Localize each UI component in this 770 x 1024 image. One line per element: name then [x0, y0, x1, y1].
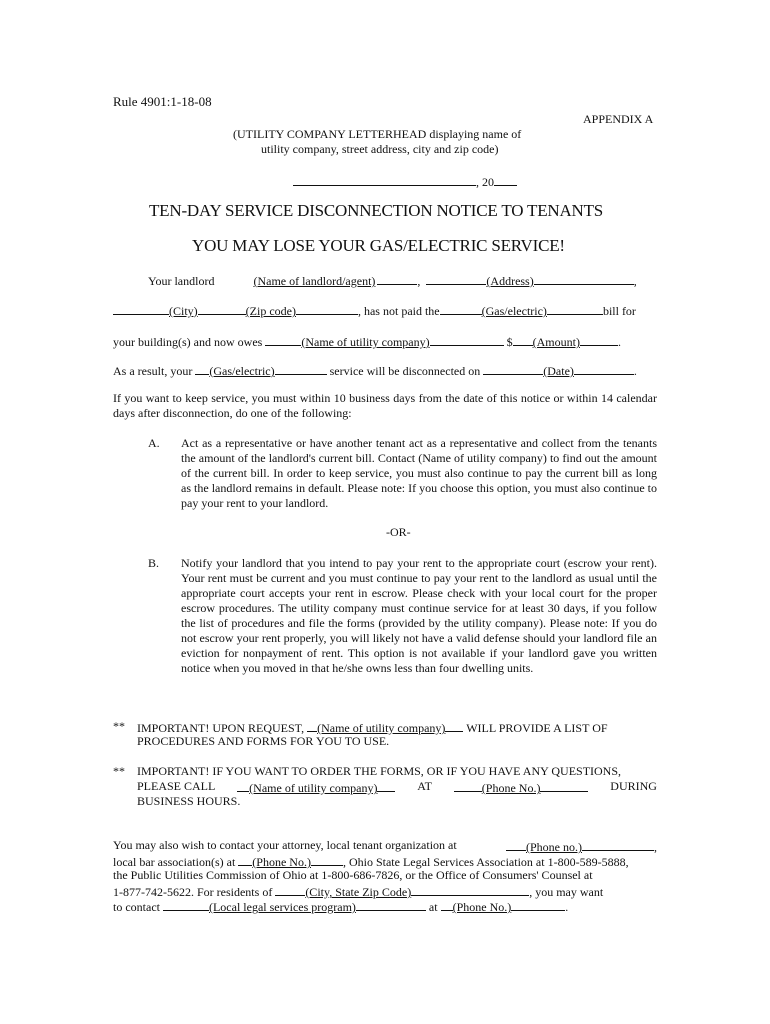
- program-blank-right: [356, 898, 426, 911]
- utility-blank-left: [265, 333, 301, 346]
- date-blank: [293, 173, 476, 186]
- legal-phone-blank-left: [441, 898, 453, 911]
- important-2-utility-field: (Name of utility company): [249, 781, 378, 795]
- important-1-stars: **: [113, 719, 125, 733]
- residents-city-state-zip-field: (City, State Zip Code): [305, 885, 412, 899]
- city-field: (City): [169, 304, 198, 318]
- important-1-blank-left: [307, 719, 317, 732]
- landlord-sep: ,: [417, 274, 421, 288]
- disconnect-date-field: (Date): [543, 364, 574, 378]
- program-blank-left: [163, 898, 209, 911]
- phone-blank-left: [454, 779, 482, 792]
- option-a-label: A.: [148, 436, 160, 450]
- amount-blank-right: [580, 333, 618, 346]
- legal-phone-blank-right: [511, 898, 565, 911]
- zip-blank: [296, 302, 358, 315]
- date-line: [293, 173, 517, 190]
- rule-number: Rule 4901:1-18-08: [113, 94, 212, 109]
- address-blank-right: [534, 272, 634, 285]
- bill-for-text: bill for: [602, 304, 636, 318]
- disconnect-mid: service will be disconnected on: [329, 364, 481, 378]
- amount-field: (Amount): [532, 335, 580, 349]
- closing-end: .: [565, 900, 569, 914]
- not-paid-text: , has not paid the: [357, 304, 440, 318]
- dollar-sign: $: [506, 335, 513, 349]
- legal-services-program-field: (Local legal services program): [208, 900, 356, 914]
- important-1-blank-right: [445, 719, 463, 732]
- disconnect-gas-electric-field: (Gas/electric): [209, 364, 275, 378]
- please-call-text: PLEASE CALL: [137, 779, 216, 793]
- gas-blank-left: [440, 302, 482, 315]
- zip-field: (Zip code): [245, 304, 296, 318]
- city-state-blank-left: [275, 883, 305, 896]
- option-b-text: Notify your landlord that you intend to pay your rent to the appropriate court (escrow your rent). Your rent must be current and you must continue to pay your rent to the landlord as usual until the appropriate court accepts your rent in escrow. Please check with your local court for the proper escrow procedures. The utility company must continue service for at least 30 days, if you follow the list of procedures and file the forms (provided by the utility company). Please note: If you do not escrow your rent properly, you will likely not have a valid defense should your landlord file an eviction for nonpayment of rent. This option is not available if your landlord gave you written notice when you moved in that he/she owns less than four dwelling units.: [181, 556, 657, 675]
- owes-lead: your building(s) and now owes: [113, 335, 263, 349]
- org-phone-blank-left: [506, 838, 526, 851]
- important-1-tail: WILL PROVIDE A LIST OF: [466, 721, 608, 735]
- date-suffix: , 20: [476, 175, 494, 189]
- option-b-label: B.: [148, 556, 160, 570]
- gas-blank-right: [547, 302, 603, 315]
- important-2-blank-left: [237, 779, 249, 792]
- year-blank: [494, 173, 517, 186]
- bar-assoc-lead: local bar association(s) at: [113, 855, 236, 869]
- important-1-line-2: PROCEDURES AND FORMS FOR YOU TO USE.: [137, 734, 390, 748]
- important-2-stars: **: [113, 764, 125, 778]
- letterhead-line-2: utility company, street address, city and zip code): [261, 142, 499, 156]
- city-state-blank-right: [411, 883, 529, 896]
- disconnect-lead: As a result, your: [113, 364, 193, 378]
- bar-assoc-phone-field: (Phone No.): [252, 855, 311, 869]
- date-field-blank-left: [483, 362, 543, 375]
- closing-line-1-end: ,: [654, 840, 657, 854]
- or-divider: -OR-: [386, 525, 411, 539]
- landlord-blank: [377, 272, 417, 285]
- landlord-lead: Your landlord: [148, 274, 215, 288]
- owes-line: [113, 333, 621, 350]
- disc-gas-blank-left: [195, 362, 209, 375]
- landlord-name-field: (Name of landlord/agent): [253, 274, 376, 288]
- appendix-label: APPENDIX A: [583, 112, 654, 126]
- ohio-legal-services-text: , Ohio State Legal Services Association at 1-800-589-5888,: [342, 855, 629, 869]
- closing-lead: You may also wish to contact your attorney, local tenant organization at: [113, 838, 457, 852]
- address-blank-left: [426, 272, 486, 285]
- city-line: [113, 302, 636, 319]
- city-blank-right: [198, 302, 246, 315]
- bar-phone-blank-right: [311, 853, 343, 866]
- city-blank-left: [113, 302, 169, 315]
- important-1-utility-field: (Name of utility company): [317, 721, 446, 735]
- closing-line-5: [113, 898, 568, 915]
- disconnect-end: .: [633, 364, 637, 378]
- phone-blank-right: [540, 779, 588, 792]
- intro-paragraph: If you want to keep service, you must within 10 business days from the date of this notice or within 14 calendar days after disconnection, do one of the following:: [113, 391, 657, 420]
- important-2-blank-right: [377, 779, 395, 792]
- you-may-want-text: , you may want: [529, 885, 604, 899]
- date-field-blank-right: [574, 362, 634, 375]
- important-2-phone-field: (Phone No.): [481, 781, 541, 795]
- legal-services-phone-field: (Phone No.): [452, 900, 512, 914]
- important-2-at: AT: [417, 779, 432, 793]
- bar-phone-blank-left: [238, 853, 252, 866]
- gas-electric-field: (Gas/electric): [481, 304, 547, 318]
- option-a-text: Act as a representative or have another tenant act as a representative and collect from the tenants the amount of the landlord's current bill. Contact (Name of utility company) to find out the amount of the current bill. In order to keep service, you must also continue to pay the current bill as long as the landlord remains in default. Please note: If you choose this option, you must also continue to pay your rent to your landlord.: [181, 436, 657, 510]
- amount-blank-left: [513, 333, 533, 346]
- org-phone-blank-right: [582, 838, 654, 851]
- utility-name-field: (Name of utility company): [301, 335, 430, 349]
- address-field: (Address): [486, 274, 534, 288]
- disconnect-line: [113, 362, 637, 379]
- disc-gas-blank-right: [275, 362, 327, 375]
- letterhead-line-1: (UTILITY COMPANY LETTERHEAD displaying name of: [233, 127, 522, 141]
- residents-lead: 1-877-742-5622. For residents of: [113, 885, 273, 899]
- important-2-line-3: BUSINESS HOURS.: [137, 794, 241, 808]
- notice-subtitle: YOU MAY LOSE YOUR GAS/ELECTRIC SERVICE!: [192, 236, 565, 255]
- owes-end: .: [617, 335, 621, 349]
- landlord-line: [148, 272, 637, 289]
- during-text: DURING: [610, 779, 657, 793]
- to-contact-text: to contact: [113, 900, 160, 914]
- utility-blank-right: [430, 333, 504, 346]
- closing-at-text: at: [428, 900, 438, 914]
- tenant-org-phone-field: (Phone no.): [526, 840, 582, 854]
- address-end: ,: [633, 274, 637, 288]
- important-2-line-1: IMPORTANT! IF YOU WANT TO ORDER THE FORMS, OR IF YOU HAVE ANY QUESTIONS,: [137, 764, 622, 778]
- important-1-lead: IMPORTANT! UPON REQUEST,: [137, 721, 305, 735]
- closing-line-3: the Public Utilities Commission of Ohio at 1-800-686-7826, or the Office of Consumers' Counsel at: [113, 868, 593, 882]
- notice-title: TEN-DAY SERVICE DISCONNECTION NOTICE TO TENANTS: [149, 201, 604, 220]
